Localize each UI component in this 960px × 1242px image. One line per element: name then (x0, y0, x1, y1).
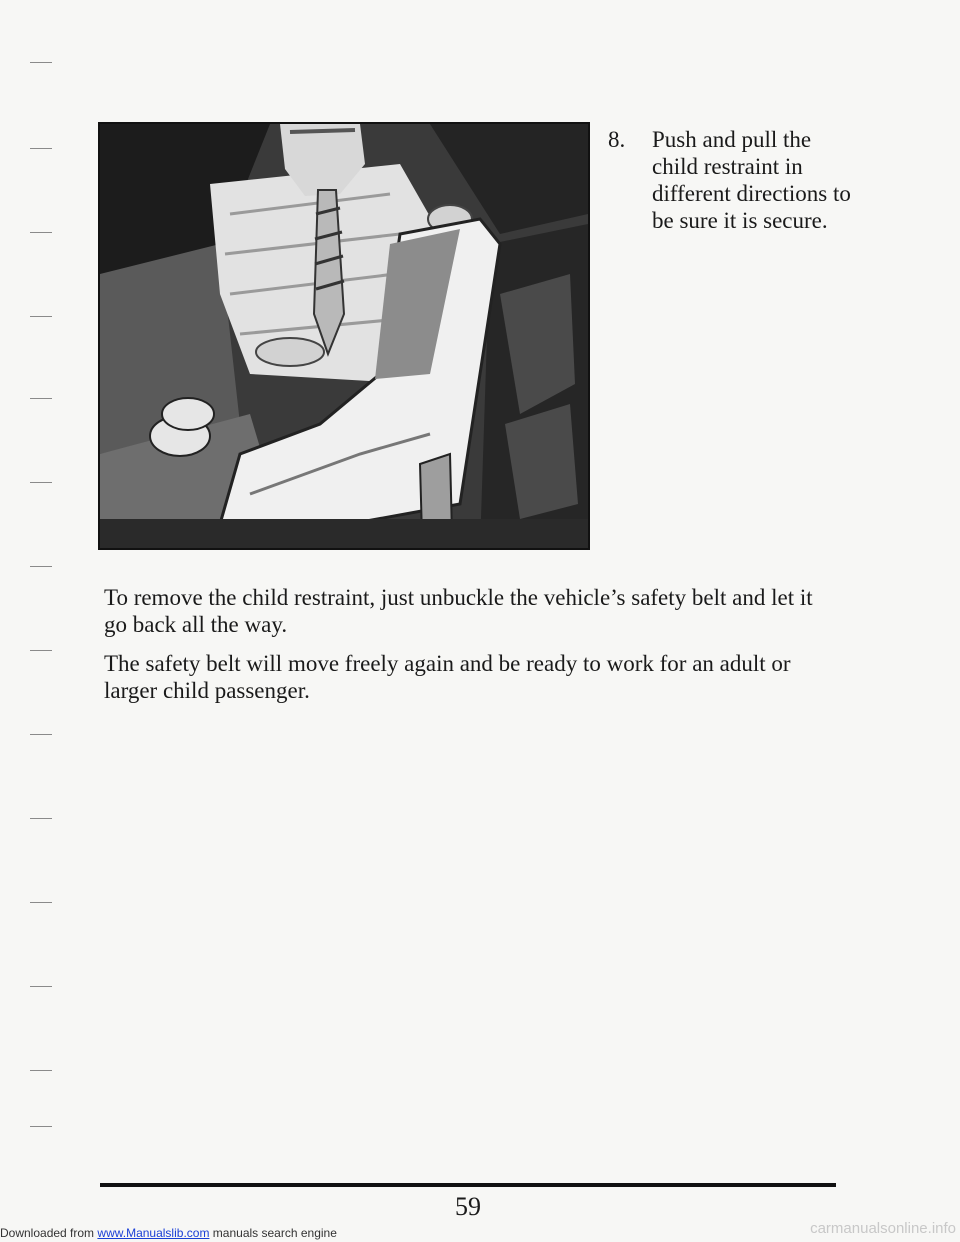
edge-mark (30, 232, 52, 233)
edge-mark (30, 566, 52, 567)
download-footer (0, 1226, 337, 1240)
footer-prefix: Downloaded from (0, 1226, 95, 1240)
edge-mark (30, 398, 52, 399)
edge-mark (30, 818, 52, 819)
edge-mark (30, 316, 52, 317)
edge-mark (30, 62, 52, 63)
edge-mark (30, 1126, 52, 1127)
footer-rule (100, 1183, 836, 1187)
edge-mark (30, 1070, 52, 1071)
child-restraint-illustration (98, 122, 590, 550)
edge-mark (30, 734, 52, 735)
body-paragraph: To remove the child restraint, just unbuckle the vehicle’s safety belt and let it go back all the way. (104, 585, 813, 637)
footer-suffix: manuals search engine (212, 1226, 337, 1240)
edge-mark (30, 902, 52, 903)
edge-mark (30, 986, 52, 987)
page-number: 59 (455, 1192, 481, 1221)
manualslib-link[interactable]: www.Manualslib.com (97, 1226, 210, 1240)
edge-mark (30, 650, 52, 651)
edge-mark (30, 148, 52, 149)
body-paragraph: The safety belt will move freely again and be ready to work for an adult or larger child passenger. (104, 651, 791, 703)
step-number: 8. (608, 127, 626, 152)
step-text: Push and pull the child restraint in different directions to be sure it is secure. (652, 127, 851, 233)
site-watermark: carmanualsonline.info (810, 1220, 956, 1237)
edge-mark (30, 482, 52, 483)
